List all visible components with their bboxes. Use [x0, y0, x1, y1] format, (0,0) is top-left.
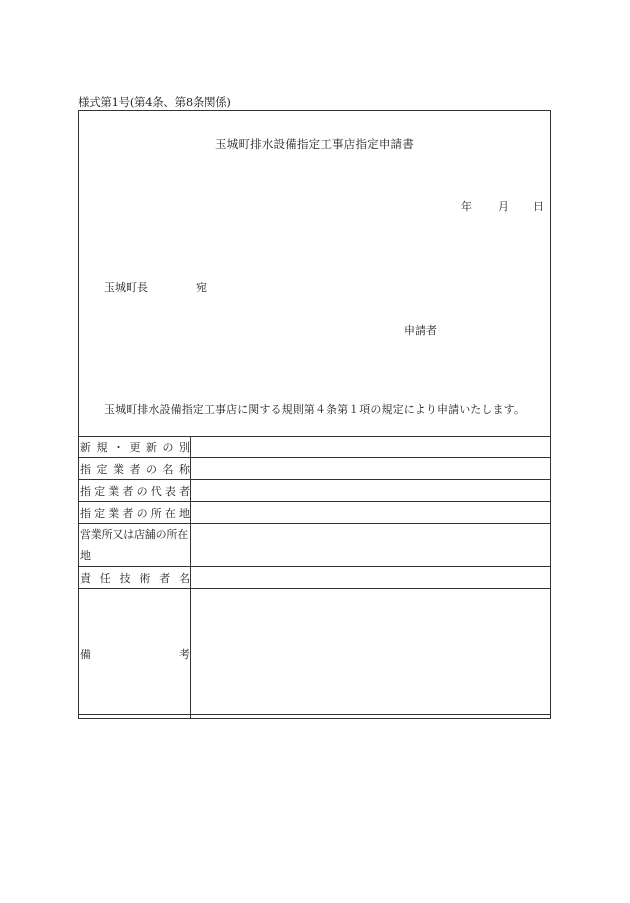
- field-label-office-address: 営業所又は店舗の所在地: [79, 524, 191, 567]
- addressee-suffix: 宛: [196, 281, 207, 294]
- field-label-new-or-renewal: 新規・更新の別: [79, 437, 191, 458]
- table-row: [79, 458, 551, 480]
- date-year-label: 年: [461, 200, 472, 213]
- field-label-remarks: 備考: [79, 589, 191, 719]
- addressee: [104, 279, 207, 295]
- applicant-label: 申請者: [404, 324, 437, 337]
- field-value-representative[interactable]: [191, 480, 551, 502]
- field-value-new-or-renewal[interactable]: [191, 437, 551, 458]
- application-statement: 玉城町排水設備指定工事店に関する規則第４条第１項の規定により申請いたします。: [104, 403, 525, 416]
- date-day-label: 日: [533, 200, 544, 213]
- table-row: [79, 524, 551, 567]
- form-number: 様式第1号(第4条、第8条関係): [78, 95, 231, 109]
- date-field[interactable]: [461, 198, 544, 214]
- field-value-office-address[interactable]: [191, 524, 551, 567]
- application-fields-table: [78, 436, 551, 719]
- table-row: [79, 502, 551, 524]
- field-label-chief-engineer: 責任技術者名: [79, 567, 191, 589]
- table-row: [79, 480, 551, 502]
- date-month-label: 月: [498, 200, 509, 213]
- field-value-company-address[interactable]: [191, 502, 551, 524]
- field-label-company-address: 指定業者の所在地: [79, 502, 191, 524]
- field-value-chief-engineer[interactable]: [191, 567, 551, 589]
- addressee-name: 玉城町長: [104, 281, 148, 294]
- field-value-company-name[interactable]: [191, 458, 551, 480]
- form-title: 玉城町排水設備指定工事店指定申請書: [215, 137, 414, 151]
- form-header-section: [79, 111, 550, 437]
- field-label-representative: 指定業者の代表者: [79, 480, 191, 502]
- table-row: [79, 567, 551, 589]
- field-label-company-name: 指定業者の名称: [79, 458, 191, 480]
- application-form: [78, 110, 551, 715]
- table-row: [79, 437, 551, 458]
- field-value-remarks[interactable]: [191, 589, 551, 719]
- table-row: [79, 589, 551, 719]
